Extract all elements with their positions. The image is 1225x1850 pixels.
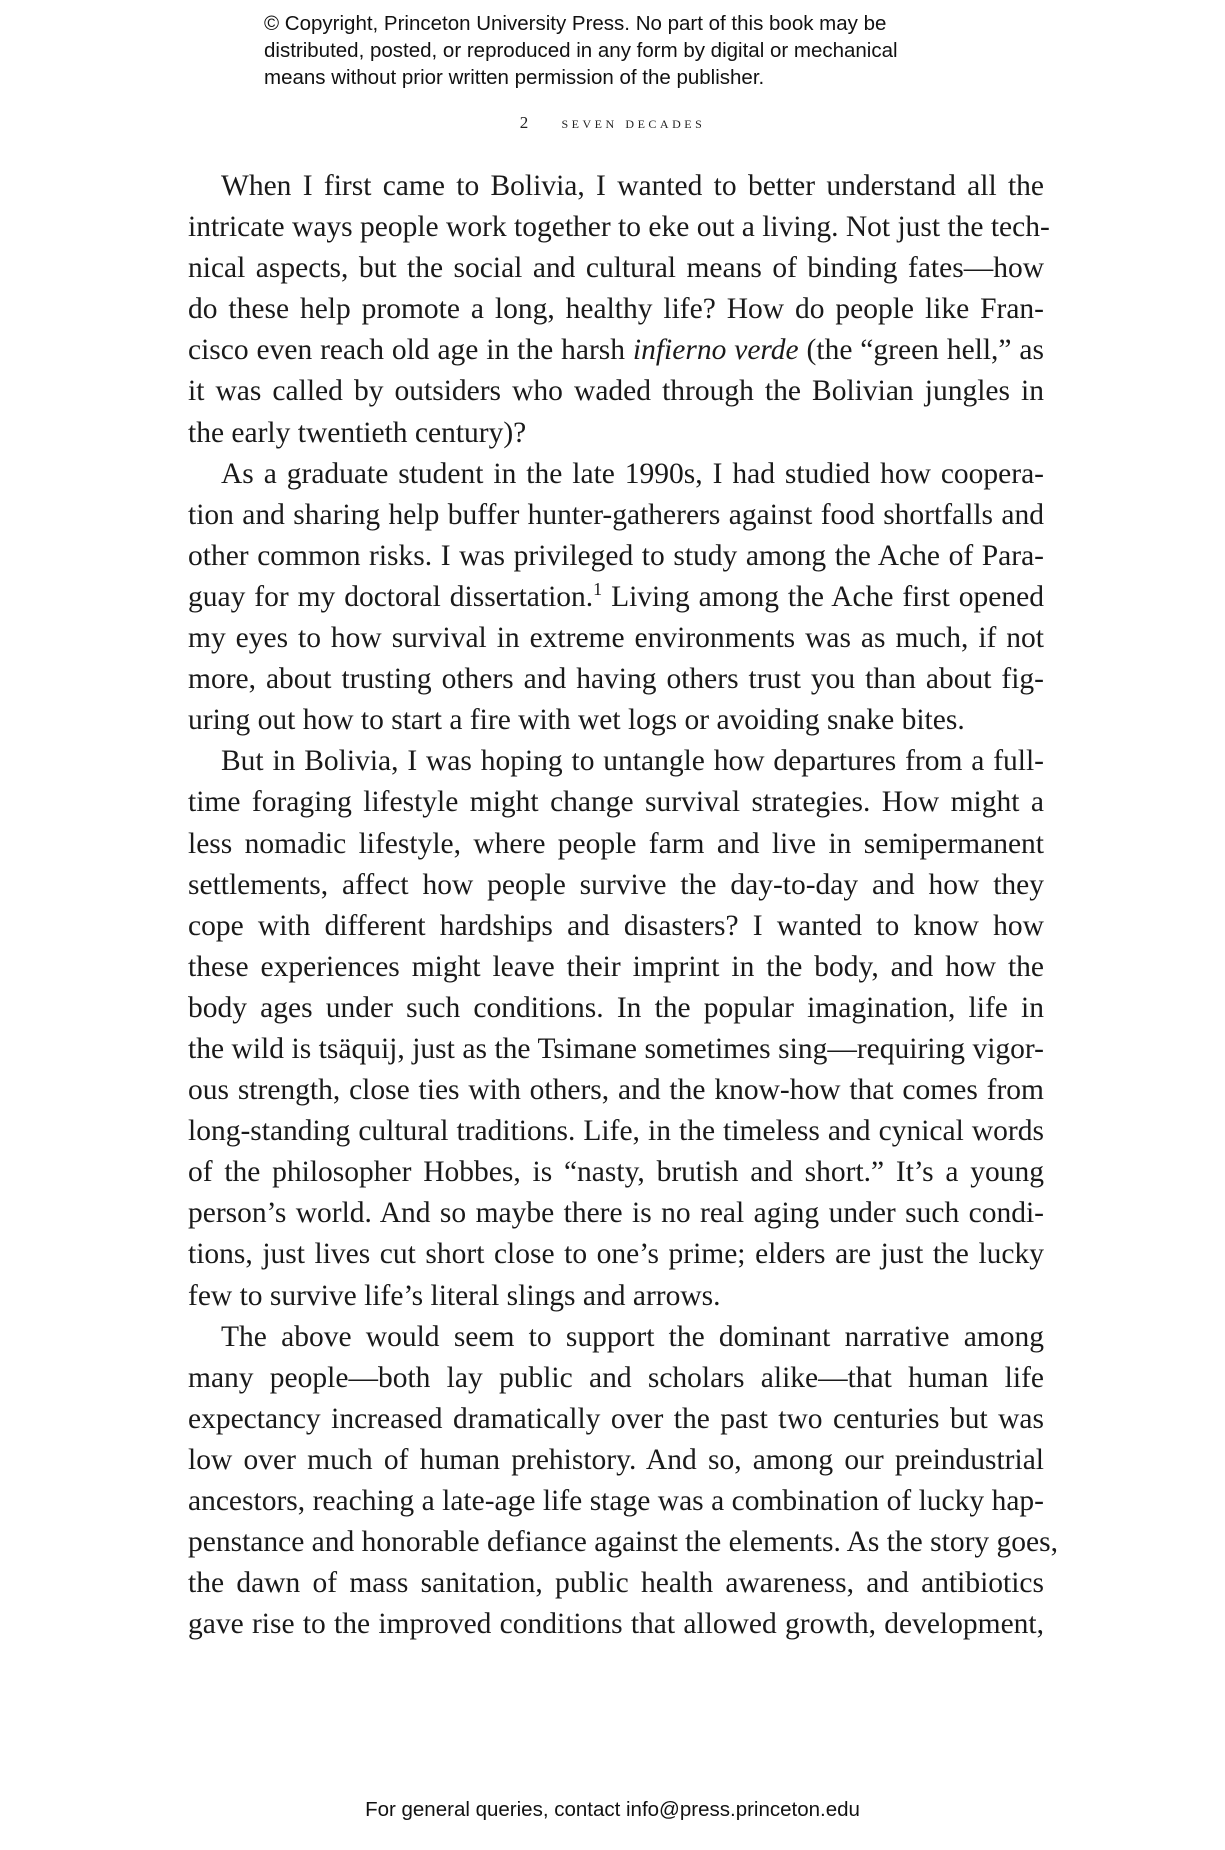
text-line: uring out how to start a fire with wet logs or avoiding snake bites. — [188, 704, 965, 737]
text-line: the dawn of mass sanitation, public health awareness, and antibiotics — [188, 1567, 1044, 1600]
text-line: guay for my doctoral dissertation.$^1$ Living among the Ache first opened — [188, 578, 1044, 613]
text-line: time foraging lifestyle might change survival strategies. How might a — [188, 786, 1044, 819]
copyright-line: distributed, posted, or reproduced in any form by digital or mechanical — [264, 39, 898, 62]
text-line: do these help promote a long, healthy life? How do people like Fran- — [188, 293, 1044, 326]
text-line: When I first came to Bolivia, I wanted to better understand all the — [221, 170, 1044, 202]
running-head-title: seven decades — [561, 113, 706, 132]
text-line: it was called by outsiders who waded through the Bolivian jungles in — [188, 375, 1044, 408]
text-line: tions, just lives cut short close to one’s prime; elders are just the lucky — [188, 1238, 1044, 1271]
copyright-line: © Copyright, Princeton University Press. No part of this book may be — [264, 12, 887, 35]
paragraph — [188, 1317, 1058, 1646]
text-line: ous strength, close ties with others, and the know-how that comes from — [188, 1074, 1044, 1107]
text-line: these experiences might leave their imprint in the body, and how the — [188, 950, 1044, 983]
text-line: nical aspects, but the social and cultural means of binding fates—how — [188, 252, 1044, 285]
text-line: other common risks. I was privileged to study among the Ache of Para- — [188, 539, 1044, 572]
text-line: many people—both lay public and scholars alike—that human life — [188, 1361, 1044, 1394]
running-head — [0, 113, 1225, 133]
text-line: long-standing cultural traditions. Life, in the timeless and cynical words — [188, 1115, 1044, 1148]
text-line: gave rise to the improved conditions that allowed growth, development, — [188, 1608, 1044, 1641]
text-line: few to survive life’s literal slings and arrows. — [188, 1279, 721, 1312]
text-line: settlements, affect how people survive the day-to-day and how they — [188, 868, 1044, 901]
text-line: less nomadic lifestyle, where people farm and live in semipermanent — [188, 827, 1044, 860]
text-line: As a graduate student in the late 1990s, I had studied how coopera- — [221, 457, 1044, 490]
text-line: tion and sharing help buffer hunter-gatherers against food shortfalls and — [188, 498, 1044, 531]
text-line: cope with different hardships and disasters? I wanted to know how — [188, 909, 1044, 942]
text-line: low over much of human prehistory. And so, among our preindustrial — [188, 1443, 1044, 1476]
text-line: intricate ways people work together to eke out a living. Not just the tech- — [188, 211, 1050, 244]
paragraph — [188, 166, 1050, 454]
paragraph — [188, 454, 1044, 742]
text-line: ancestors, reaching a late-age life stage was a combination of lucky hap- — [188, 1485, 1044, 1517]
copyright-line: means without prior written permission of the publisher. — [264, 66, 765, 89]
text-line: The above would seem to support the dominant narrative among — [221, 1320, 1044, 1353]
text-line: penstance and honorable defiance against the elements. As the story goes, — [188, 1526, 1058, 1559]
page-number: 2 — [519, 113, 532, 132]
text-line: of the philosopher Hobbes, is “nasty, brutish and short.” It’s a young — [188, 1156, 1044, 1189]
text-line: my eyes to how survival in extreme environments was as much, if not — [188, 622, 1044, 655]
text-line: person’s world. And so maybe there is no real aging under such condi- — [188, 1197, 1044, 1230]
paragraph — [188, 741, 1044, 1316]
footer-contact: For general queries, contact info@press.princeton.edu — [365, 1798, 860, 1821]
text-line: cisco even reach old age in the harsh infierno verde (the “green hell,” as — [188, 334, 1045, 367]
italic-term: infierno verde — [632, 334, 799, 367]
text-line: the early twentieth century)? — [188, 416, 527, 449]
text-line: the wild is tsäquij, just as the Tsimane sometimes sing—requiring vigor- — [188, 1032, 1044, 1065]
body-text — [188, 166, 1058, 1645]
footnote-marker[interactable]: 1 — [593, 578, 603, 599]
text-line: expectancy increased dramatically over the past two centuries but was — [188, 1402, 1044, 1435]
text-line: But in Bolivia, I was hoping to untangle how departures from a full- — [221, 745, 1044, 778]
text-line: body ages under such conditions. In the popular imagination, life in — [188, 991, 1044, 1024]
copyright-notice — [264, 10, 1024, 91]
text-line: more, about trusting others and having others trust you than about fig- — [188, 663, 1044, 696]
